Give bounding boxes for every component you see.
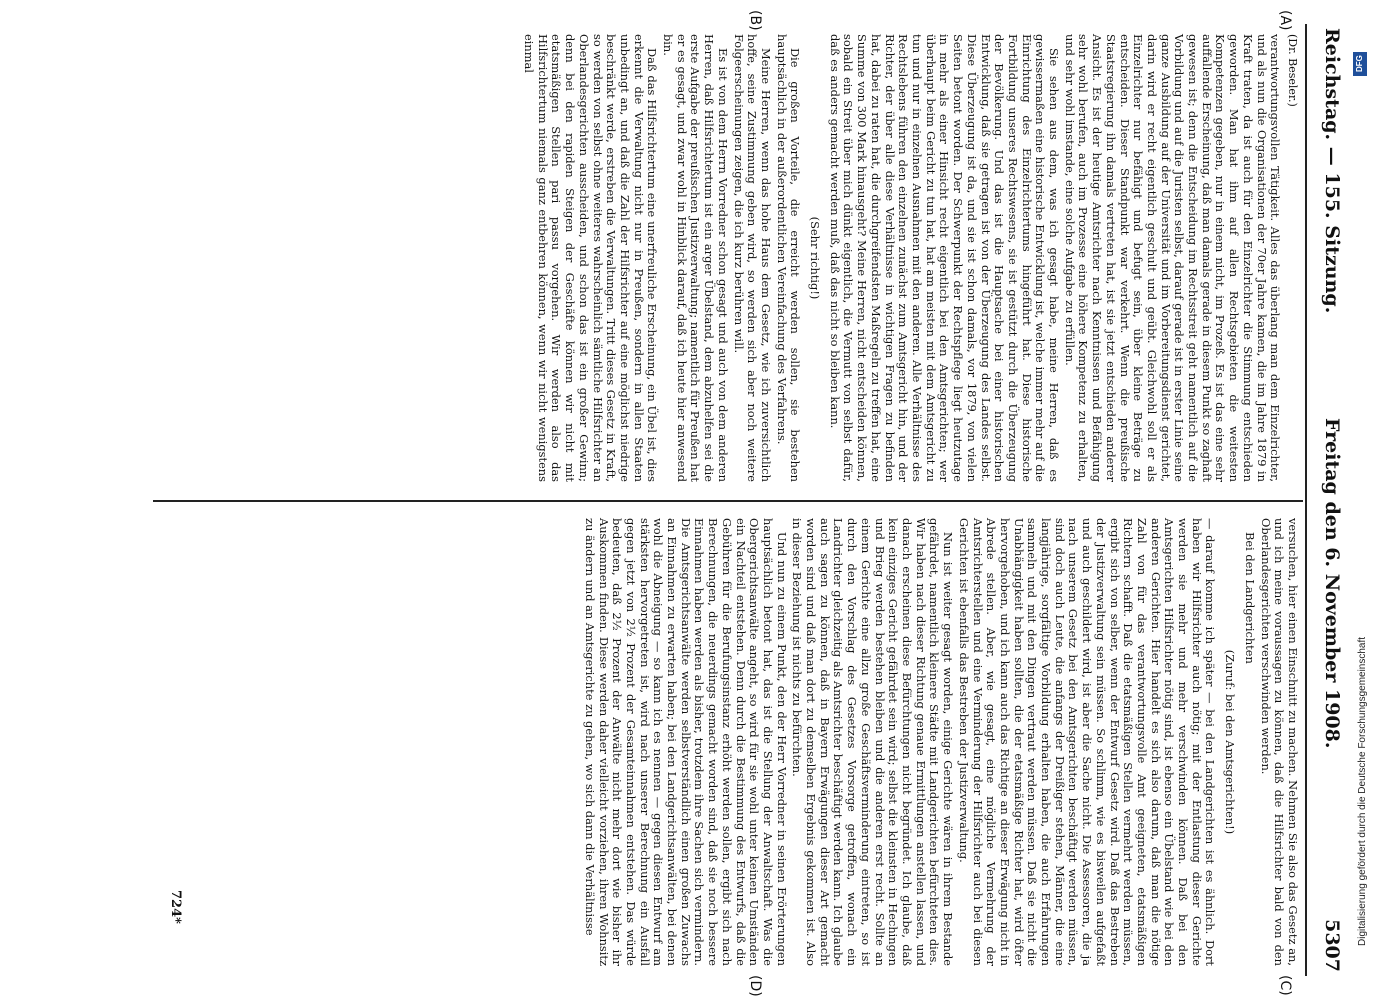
- margin-mark-b: (B): [747, 10, 763, 31]
- interjection: (Sehr richtig!): [808, 216, 823, 300]
- paragraph: verantwortungsvollen Tätigkeit. Alles das überlang man dem Einzelrichter, und als nun die Organisationen der 70er Jahre kamen, die im Jahre 1879 in Kraft traten, da ist auch für den Einzelrichter die Stimmung entschieden geworden. Man hat ihm auf allen Rechtsgebieten die weitesten Kompetenzen gegeben, nur in einem nicht, im Prozeß. Es ist das eine sehr auffallende Erscheinung, daß man damals gerade in diesem Punkt so zaghaft gewesen ist; denn die Entscheidung im Rechtsstreit geht namentlich auf die Vorbildung und auf die Juristen selbst, darauf gerade ist in erster Linie seine ganze Ausbildung auf der Universität und im Vorbereitungsdienst gerichtet, darin wird er recht eigentlich geschult und geübt. Gleichwohl soll er als Einzelrichter nur befähigt und befugt sein, über kleine Beträge zu entscheiden. Dieser Standpunkt war verkehrt. Wenn die preußische Staatsregierung ihn damals vertreten hat, ist sie jetzt entschieden anderer Ansicht. Es ist der heutige Amtsrichter nach Kenntnissen und Befähigung sehr wohl berufen, auch im Prozesse eine höhere Kompetenz zu erhalten, und sehr wohl imstande, eine solche Aufgabe zu erfüllen.: [1062, 34, 1283, 482]
- paragraph: — darauf komme ich später — bei den Landgerichten ist es ähnlich. Dort haben wir Hilfsrichter auch nötig; mit der Entlastung dieser Gerichte werden sie mehr und mehr verschwinden können. Daß bei den Amtsgerichten Hilfsrichter nötig sind, ist ebenso ein Übelstand wie bei den anderen Gerichten. Hier handelt es sich also darum, daß man die nötige Zahl von für das verantwortungsvolle Amt geeigneten, etatsmäßigen Richtern schafft. Daß die etatsmäßigen Stellen vermehrt werden müssen, ergibt sich von selber, wenn der Entwurf Gesetz wird. Daß das Bestreben der Justizverwaltung sein müssen. So schlimm, wie es bisweilen aufgefaßt und auch geschildert wird, ist aber die Sache nicht. Die Assessoren, die ja nach unserem Gesetz bei den Amtsgerichten beschäftigt werden müssen, sind doch auch Leute, die anfangs der Dreißiger stehen, Männer, die eine langjährige, sorgfältige Vorbildung erhalten haben, die auch Erfahrungen sammeln und mit den Dingen vertraut werden müssen. Daß sie nicht die Unabhängigkeit haben sollten, die der etatsmäßige Richter hat, wird öfter hervorgehoben, und ich kann auch das Richtige an dieser Erwägung nicht in Abrede stellen. Aber, wie gesagt, eine mögliche Vermehrung der Amtsrichterstellen und eine Verminderung der Hilfsrichter auch bei diesen Gerichten ist ebenfalls das Bestreben der Justizverwaltung.: [956, 518, 1218, 966]
- paragraph: Und nun zu einem Punkt, den der Herr Vorredner in seinen Erörterungen hauptsächlich betont hat, das ist die Stellung der Anwaltschaft. Was die Obergerichtsanwälte angeht, so wird für sie wohl unter keinen Umständen ein Nachteil entstehen. Denn durch die Bestimmung des Entwurfs, daß die Gebühren für die Berufungsinstanz erhöht werden sollen, ergibt sich nach Berechnungen, die neuerdings gemacht worden sind, daß sie noch bessere Einnahmen haben werden als bisher, trotzdem ihre Sachen sich vermindern. Die Amtsgerichtsanwälte werden selbstverständlich einen großen Zuwachs an Einnahmen zu erwarten haben; bei den Landgerichtsanwälten, bei denen wohl die Abneigung — so kann ich es nennen — gegen diesen Entwurf am stärksten hervorgetreten ist, wird nach unserer Berechnung ein Ausfall gegen jetzt von 2½ Prozent der Gesamteinnahmen entstehen. Das würde bedeuten, daß 2½ Prozent der Anwälte nicht mehr dort wie bisher ihr Auskommen finden. Diese werden daher vielleicht vorziehen, ihren Wohnsitz zu ändern und an Amtsgerichte zu gehen, wo sich dann die Verhältnisse: [582, 518, 789, 966]
- left-column: [519, 34, 1299, 482]
- paragraph: Meine Herren, wenn das hohe Haus dem Gesetz, wie ich zuversichtlich hoffe, seine Zustimmung geben wird, so werden sich aber noch weitere Folgeerscheinungen zeigen, die ich kurz berühren will.: [731, 34, 773, 482]
- margin-mark-c: (C): [1277, 975, 1293, 996]
- interjection: (Zuruf: bei den Amtsgerichten!): [1223, 649, 1238, 835]
- page-number: 5307: [1321, 919, 1343, 972]
- column-divider: [153, 500, 1303, 502]
- margin-mark-a: (A): [1277, 10, 1293, 31]
- speaker-label: (Dr. Beseler.): [1286, 34, 1299, 107]
- paragraph: Sie sehen aus dem, was ich gesagt habe, meine Herren, daß es gewissermaßen eine historische Entwicklung ist, welche immer mehr auf die Einrichtung des Einzelrichtertums hingeführt hat. Diese historische Fortbildung unseres Rechtswesens, sie ist gestützt durch die Überzeugung der Bevölkerung. Und das ist die Hauptsache bei einer historischen Entwicklung, daß sie getragen ist von der Überzeugung des Landes selbst. Diese Überzeugung ist da, und sie ist schon damals, vor 1879, von vielen Seiten betont worden. Der Schwerpunkt der Rechtspflege liegt heutzutage in mehr als einer Hinsicht recht eigentlich bei den Amtsgerichten; wer überhaupt beim Gericht zu tun hat, hat am meisten mit dem Amtsgericht zu tun und nur in einzelnen Ausnahmen mit den anderen. Alle Verhältnisse des Rechtslebens führen den einzelnen zunächst zum Amtsgericht hin, und der Richter, der über alle diese Verhältnisse in wichtigen Fragen zu befinden hat, dabei zu raten hat, die durchgreifendsten Maßregeln zu treffen hat, eine Summe von 300 Mark hinausgeht? Meine Herren, nicht entscheiden können, sobald ein Streit über mich dünkt eigentlich, die Vermutt von selbst dafür, daß es anders gemacht werden muß, daß das nicht so bleiben kann.: [827, 34, 1062, 482]
- paragraph: Bei den Landgerichten: [1242, 532, 1257, 664]
- header-rule: [1305, 24, 1307, 976]
- paragraph: Die großen Vorteile, die erreicht werden sollen, sie bestehen hauptsächlich in der außerordentlichen Vereinfachung des Verfahrens.: [774, 34, 803, 482]
- paragraph: Es ist von dem Herrn Vorredner schon gesagt und auch von dem anderen Herren, daß Hilfsrichtertum ist ein arger Übelstand, dem abzuhelfen sei die erste Aufgabe der preußischen Justizverwaltung; namentlich für Preußen hat er es gesagt, und zwar wohl in Hinblick darauf, daß ich heute hier anwesend bin.: [661, 34, 730, 482]
- digitization-credit: [1355, 40, 1373, 960]
- right-column: [580, 518, 1299, 966]
- dfg-logo: DFG: [1353, 52, 1367, 76]
- page-header: [1313, 28, 1343, 972]
- credit-text: Digitalisierung gefördert durch die Deutsche Forschungsgemeinschaft: [1357, 636, 1368, 946]
- paragraph: versuchen, hier einen Einschnitt zu machen. Nehmen Sie also das Gesetz an, und ich meine voraussagen zu können, daß die Hilfsrichter bald von den Oberlandesgerichten verschwinden werden.: [1258, 518, 1300, 966]
- paragraph: Nun ist weiter gesagt worden, einige Gerichte wären in ihrem Bestande gefährdet, namentlich kleinere Städte mit Landgerichten befürchteten dies. Wir haben nach dieser Richtung genaue Ermittlungen anstellen lassen, und danach erscheinen diese Befürchtungen nicht begründet. Ich glaube, daß kein einziges Gericht gefährdet sein wird; selbst die kleinsten in Hechingen und Brieg werden bestehen bleiben und die anderen erst recht. Sollte an einem Gerichte eine allzu große Geschäftsverminderung eintreten, so ist durch den Vorschlag des Gesetzes Vorsorge getroffen, wonach ein Landrichter gleichzeitig als Amtsrichter beschäftigt werden kann. Ich glaube auch sagen zu können, daß in Bayern Erwägungen dieser Art gemacht worden sind und daß man dort zu demselben Ergebnis gekommen ist. Also in dieser Beziehung ist nichts zu befürchten.: [790, 518, 956, 966]
- header-date: Freitag den 6. November 1908.: [1321, 418, 1343, 749]
- newspaper-page: [83, 0, 1383, 1000]
- header-left: Reichstag. — 155. Sitzung.: [1321, 28, 1343, 314]
- signature-mark: 724*: [168, 890, 183, 924]
- paragraph: Daß das Hilfsrichtertum eine unerfreuliche Erscheinung, ein Übel ist, dies erkennt die Verwaltung nicht nur in Preußen, sondern in allen Staaten unbedingt an, und daß die Zahl der Hilfsrichter auf eine möglichst niedrige beschränkt werde, erstreben die Verwaltungen. Tritt dieses Gesetz in Kraft, so werden von selbst ohne weiteres wahrscheinlich sämtliche Hilfsrichter an Oberlandesgerichten ausscheiden, und schon das ist ein großer Gewinn; denn bei den rapiden Steigen der Geschäfte können wir nicht mit etatsmäßigen Stellen pari passu vorgehen. Wir werden also das Hilfsrichtertum niemals ganz entbehren können, wenn wir nicht wenigstens einmal: [522, 34, 660, 482]
- margin-mark-d: (D): [747, 975, 763, 997]
